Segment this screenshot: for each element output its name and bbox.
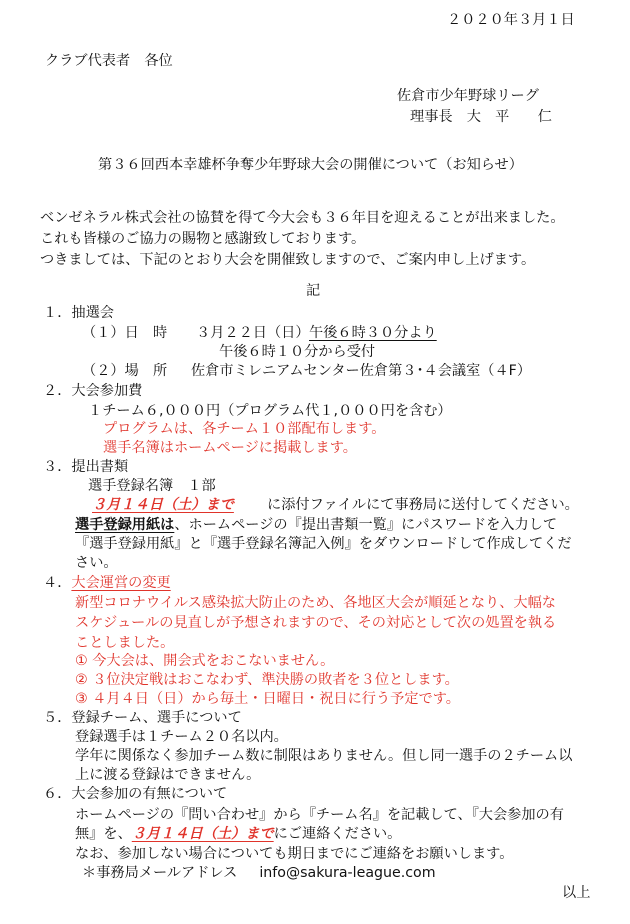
section-4-heading	[43, 574, 171, 593]
s4-body-1: 新型コロナウイルス感染拡大防止のため、各地区大会が順延となり、大幅な	[75, 595, 556, 611]
s6-deadline: ３月１４日（土）まで	[131, 826, 274, 842]
s6-email-label: ＊事務局メールアドレス	[82, 865, 238, 881]
intro-line-2: これも皆様のご協力の賜物と感謝致しております。	[40, 231, 366, 247]
s1-reception: 午後６時１０分から受付	[219, 344, 376, 360]
section-5-heading: ５．登録チーム、選手について	[43, 710, 242, 726]
s2-note-roster: 選手名簿はホームページに掲載します。	[103, 440, 357, 456]
s5-line-3: 上に渡る登録はできません。	[75, 767, 261, 783]
s3-form-line-3: さい。	[75, 555, 118, 571]
s6-email-row	[82, 864, 436, 883]
s3-form-rest: 、ホームページの『提出書類一覧』にパスワードを入力して	[174, 517, 558, 533]
s4-body-3: ことしました。	[75, 635, 175, 651]
intro-line-3: つきましては、下記のとおり大会を開催致しますので、ご案内申し上げます。	[40, 252, 536, 268]
s4-item-1: ① 今大会は、開会式をおこないません。	[75, 653, 335, 669]
s2-fee: １チーム６,０００円（プログラム代１,０００円を含む）	[88, 403, 452, 419]
s2-note-program: プログラムは、各チーム１０部配布します。	[103, 421, 386, 437]
s6-line-3: なお、参加しない場合についても期日までにご連絡をお願いします。	[75, 846, 514, 862]
s6-line-2	[75, 825, 401, 844]
ki-heading: 記	[306, 283, 321, 299]
s4-item-3: ③ ４月４日（日）から毎土・日曜日・祝日に行う予定です。	[75, 691, 460, 707]
s1-place-label: （２）場 所	[82, 363, 168, 379]
s3-form-line-1	[75, 516, 557, 535]
s1-time-label: （１）日 時	[82, 325, 168, 341]
s5-line-2: 学年に関係なく参加チーム数に制限はありません。但し同一選手の２チーム以	[75, 748, 573, 764]
closing-ijou: 以上	[562, 885, 591, 901]
s4-body-2: スケジュールの見直しが予想されますので、その対応として次の処置を執る	[75, 615, 557, 631]
s1-time-start: 午後６時３０分より	[309, 325, 437, 341]
document-date: ２０２０年３月１日	[447, 12, 575, 28]
s4-num: ４．	[43, 575, 72, 591]
s6-line-2b: にご連絡ください。	[273, 826, 402, 842]
sender-title: 理事長 大 平 仁	[410, 109, 552, 125]
s6-email-address[interactable]: info@sakura-league.com	[259, 865, 436, 881]
s1-place: 佐倉市ミレニアムセンター佐倉第３･４会議室（４F）	[191, 363, 532, 379]
recipient: クラブ代表者 各位	[45, 53, 173, 69]
s4-heading-text: 大会運営の変更	[71, 575, 171, 591]
s3-form-line-2: 『選手登録用紙』と『選手登録名簿記入例』をダウンロードして作成してくだ	[75, 536, 572, 552]
s3-deadline: ３月１４日（土）まで	[92, 497, 234, 513]
s6-line-1: ホームページの『問い合わせ』から『チーム名』を記載して、『大会参加の有	[75, 807, 564, 823]
s5-line-1: 登録選手は１チーム２０名以内。	[75, 729, 288, 745]
s6-line-2a: 無』を、	[75, 826, 132, 842]
s3-deadline-rest: に添付ファイルにて事務局に送付してください。	[267, 497, 579, 513]
section-6-heading: ６．大会参加の有無について	[43, 786, 228, 802]
s3-item: 選手登録名簿 １部	[88, 478, 216, 494]
s4-item-2: ② ３位決定戦はおこなわず、準決勝の敗者を３位とします。	[75, 672, 459, 688]
section-1-heading: １．抽選会	[43, 305, 114, 321]
s1-time-date: ３月２２日（日）	[196, 325, 310, 341]
sender-org: 佐倉市少年野球リーグ	[397, 88, 539, 104]
section-3-heading: ３．提出書類	[43, 459, 129, 475]
intro-line-1: ベンゼネラル株式会社の協賛を得て今大会も３６年目を迎えることが出来ました。	[40, 210, 565, 226]
section-2-heading: ２．大会参加費	[43, 383, 143, 399]
s3-form-bold: 選手登録用紙は	[75, 517, 175, 533]
document-title: 第３６回西本幸雄杯争奪少年野球大会の開催について（お知らせ）	[98, 157, 523, 173]
